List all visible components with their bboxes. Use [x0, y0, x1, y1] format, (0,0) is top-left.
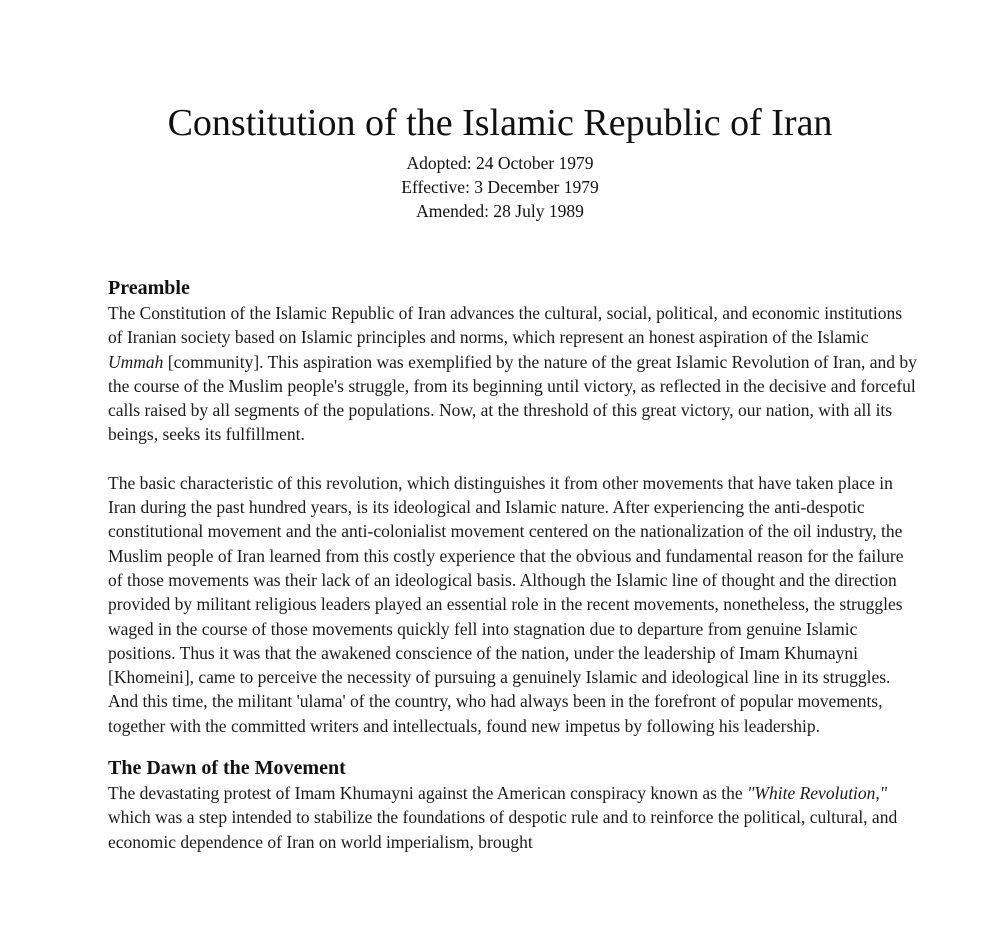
text-run: The basic characteristic of this revolution, which distinguishes it from other movements that have taken place in Iran during the past hundred years, is its ideological and Islamic nature. After experiencing the anti-despotic constitutional movement and the anti-colonialist movement centered on the nationalization of the oil industry, the Muslim people of Iran learned from this costly experience that the obvious and fundamental reason for the failure of those movements was their lack of an ideological basis. Although the Islamic line of thought and the direction provided by militant religious leaders played an essential role in the recent movements, nonetheless, the struggles waged in the course of those movements quickly fell into stagnation due to departure from genuine Islamic positions. Thus it was that the awakened conscience of the nation, under the leadership of Imam Khumayni [Khomeini], came to perceive the necessity of pursuing a genuinely Islamic and ideological line in its struggles. And this time, the militant 'ulama' of the country, who had always been in the forefront of popular movements, together with the committed writers and intellectuals, found new impetus by following his leadership.	[108, 472, 904, 736]
document-body	[108, 275, 918, 854]
section-preamble	[108, 275, 918, 738]
paragraph	[108, 471, 918, 738]
meta-line-effective: Effective: 3 December 1979	[401, 177, 599, 197]
document-header	[0, 0, 1000, 223]
meta-line-amended: Amended: 28 July 1989	[416, 201, 584, 221]
section-the-dawn-of-the-movement	[108, 755, 918, 854]
text-run: The Constitution of the Islamic Republic of Iran advances the cultural, social, political, and economic institutions of Iranian society based on Islamic principles and norms, which represent an honest aspiration of the Islamic	[108, 303, 903, 348]
section-heading: Preamble	[108, 277, 190, 299]
document-meta	[0, 151, 1000, 223]
paragraph	[108, 301, 918, 447]
text-run: "White Revolution,"	[747, 783, 888, 804]
text-run: which was a step intended to stabilize the foundations of despotic rule and to reinforce the political, cultural, and economic dependence of Iran on world imperialism, brought	[108, 807, 898, 852]
text-run: The devastating protest of Imam Khumayni against the American conspiracy known as the	[108, 783, 748, 804]
meta-line-adopted: Adopted: 24 October 1979	[406, 153, 594, 173]
document-title: Constitution of the Islamic Republic of Iran	[167, 102, 833, 144]
paragraph	[108, 781, 918, 854]
text-run: [community]. This aspiration was exemplified by the nature of the great Islamic Revolution of Iran, and by the course of the Muslim people's struggle, from its beginning until victory, as reflected in the decisive and forceful calls raised by all segments of the populations. Now, at the threshold of this great victory, our nation, with all its beings, seeks its fulfillment.	[108, 351, 917, 445]
section-heading: The Dawn of the Movement	[108, 757, 346, 780]
text-run: Ummah	[108, 351, 164, 372]
